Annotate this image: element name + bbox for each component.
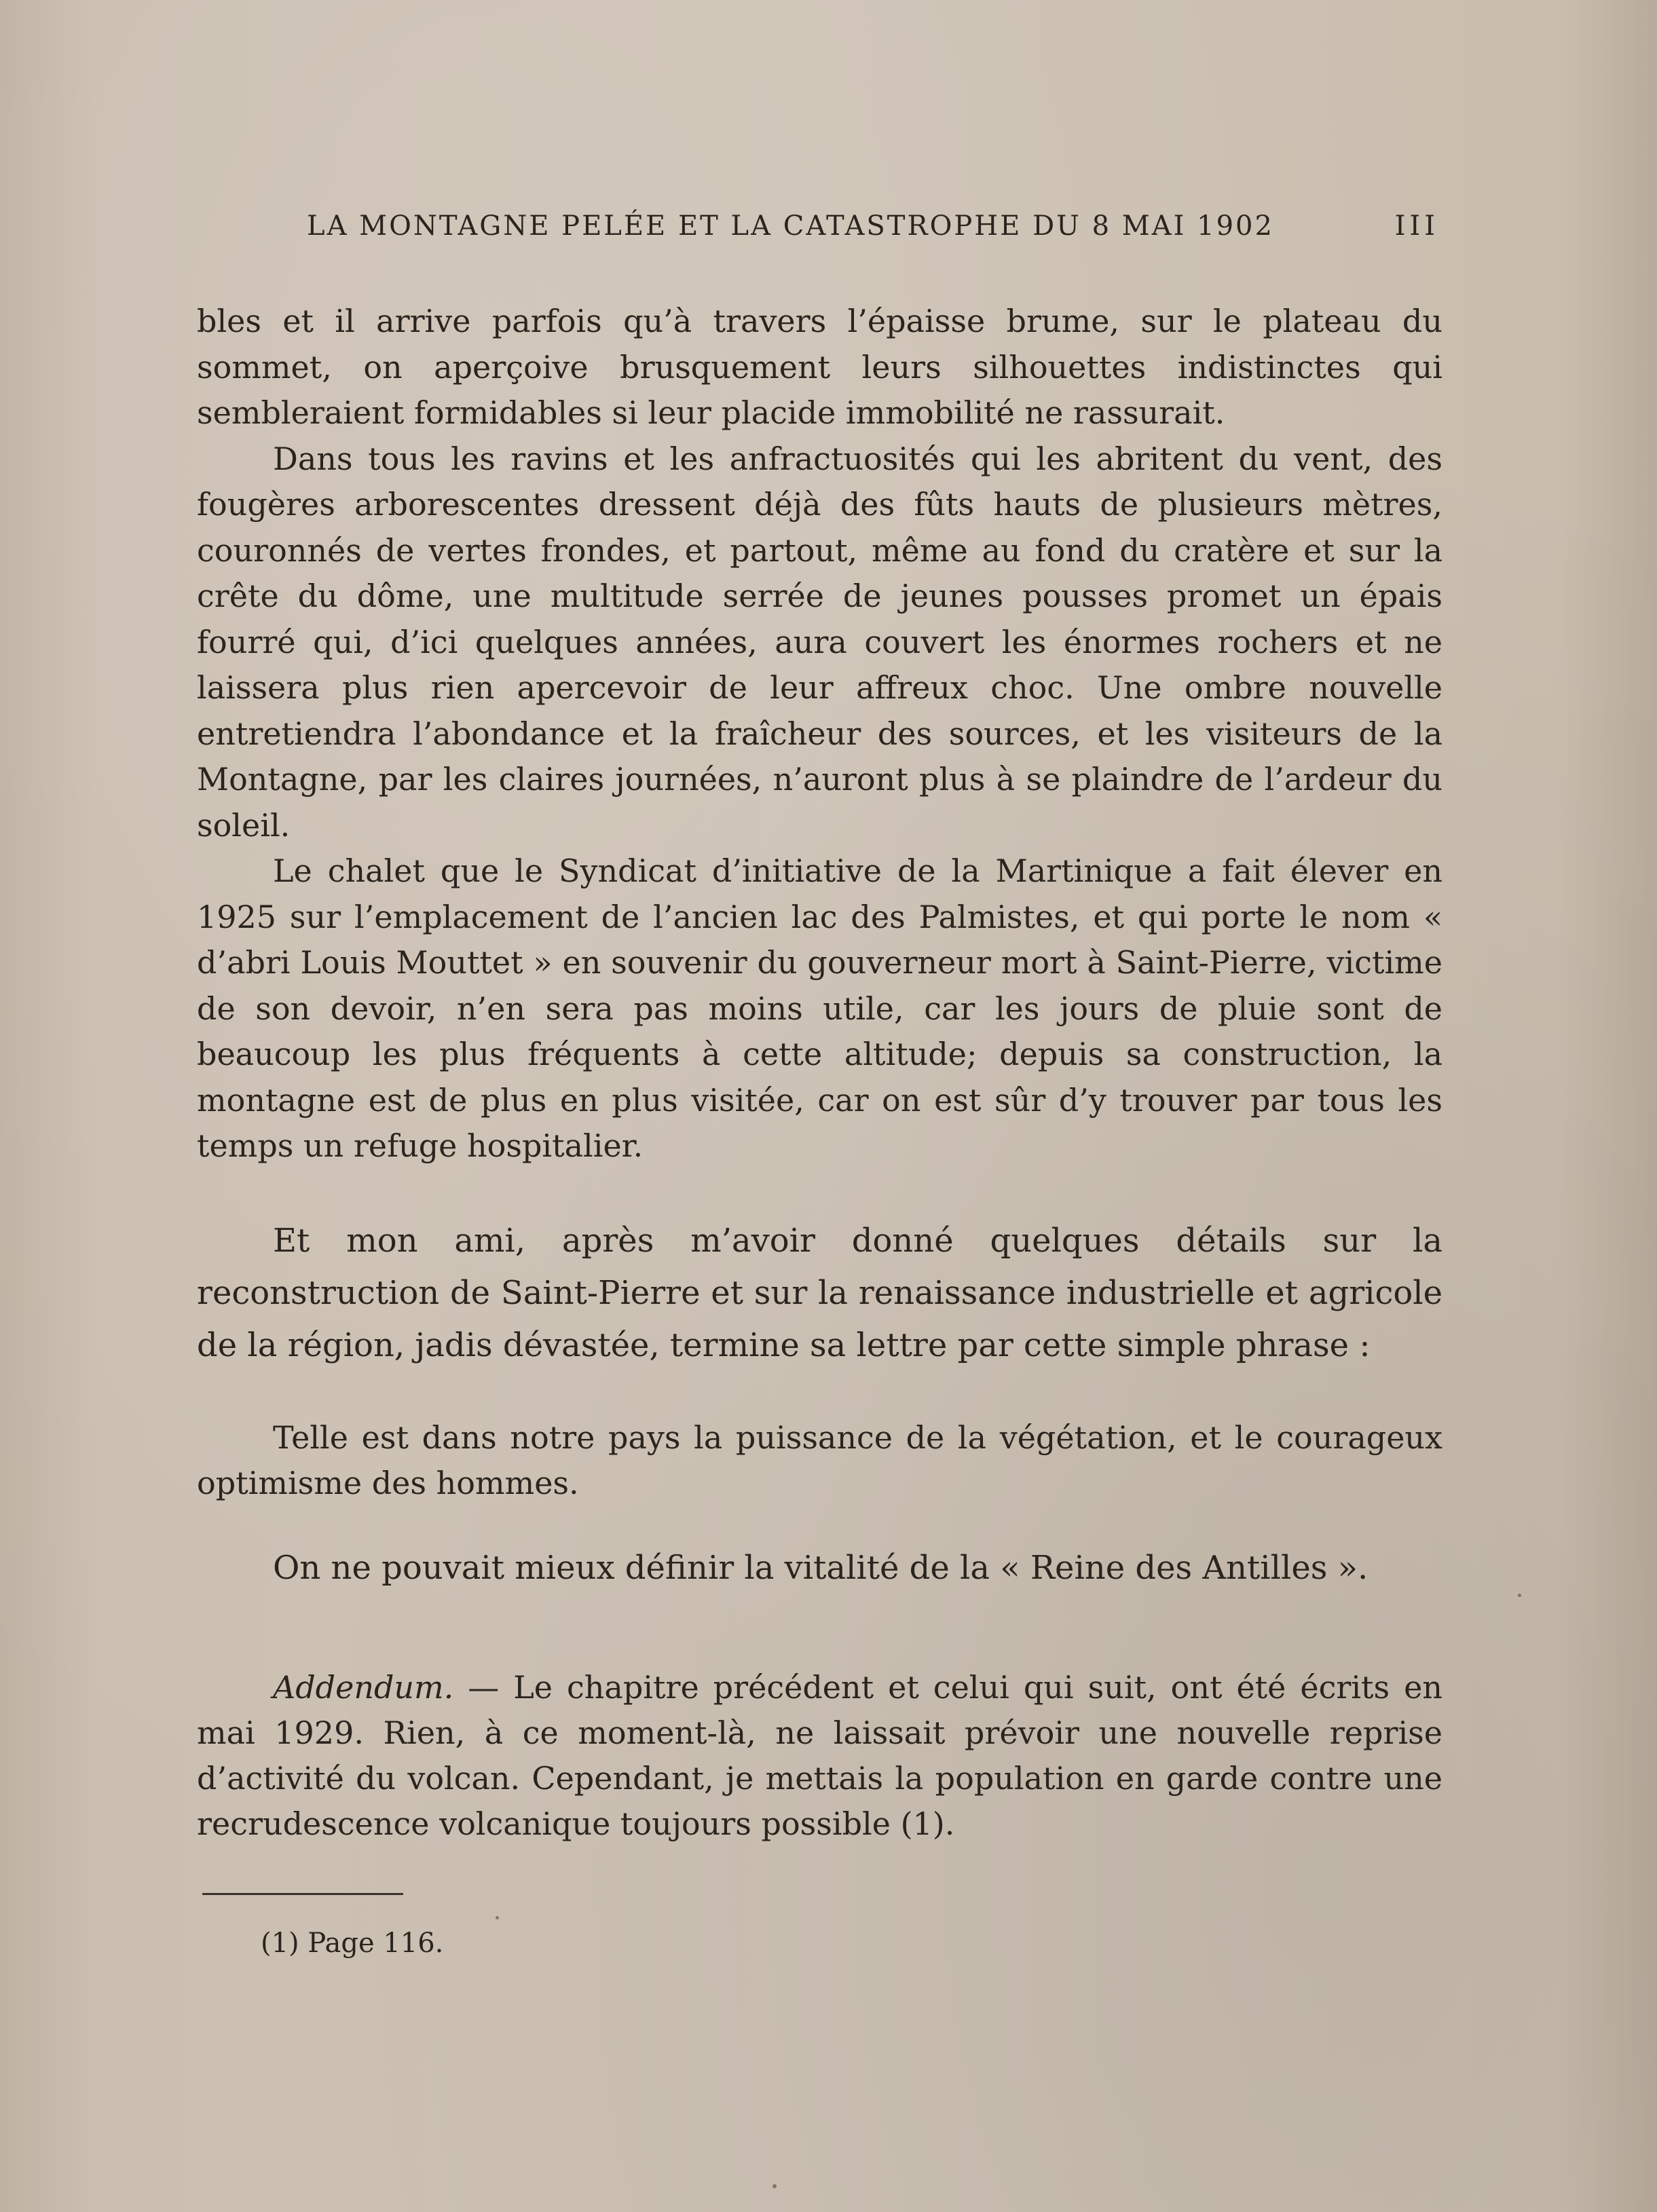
text-block-quote (197, 1415, 1442, 1506)
paragraph-quote: Telle est dans notre pays la puissance de la végétation, et le courageux optimisme des hommes. (197, 1419, 1442, 1501)
addendum-text: — Le chapitre précédent et celui qui suit, ont été écrits en mai 1929. Rien, à ce moment-là, ne laissait prévoir une nouvelle reprise d’activité du volcan. Cependant, je mettais la population en garde contre une recrudescence volcanique toujours possible (1). (197, 1669, 1442, 1842)
paper-speck (1518, 1594, 1521, 1597)
text-block-main (197, 299, 1442, 1169)
page-number: III (1394, 210, 1439, 242)
running-title: LA MONTAGNE PELÉE ET LA CATASTROPHE DU 8 MAI 1902 (307, 210, 1274, 242)
paragraph-ferns: Dans tous les ravins et les anfractuosités qui les abritent du vent, des fougères arborescentes dressent déjà des fûts hauts de plusieurs mètres, couronnés de vertes frondes, et partout, même au fond du cratère et sur la crête du dôme, une multitude serrée de jeunes pousses promet un épais fourré qui, d’ici quelques années, aura couvert les énormes rochers et ne laissera plus rien apercevoir de leur affreux choc. Une ombre nouvelle entretiendra l’abondance et la fraîcheur des sources, et les visiteurs de la Montagne, par les claires journées, n’auront plus à se plaindre de l’ardeur du soleil. (197, 440, 1442, 844)
paragraph-letter: Et mon ami, après m’avoir donné quelques détails sur la reconstruction de Saint-Pierre et sur la renaissance industrielle et agricole de la région, jadis dévastée, termine sa lettre par cette simple phrase : (197, 1222, 1442, 1364)
paragraph-chalet: Le chalet que le Syndicat d’initiative de la Martinique a fait élever en 1925 sur l’emplacement de l’ancien lac des Palmistes, et qui porte le nom « d’abri Louis Mouttet » en souvenir du gouverneur mort à Saint-Pierre, victime de son devoir, n’en sera pas moins utile, car les jours de pluie sont de beaucoup les plus fréquents à cette altitude; depuis sa construction, la montagne est de plus en plus visitée, car on est sûr d’y trouver par tous les temps un refuge hospitalier. (197, 852, 1442, 1164)
paragraph-conclusion: On ne pouvait mieux définir la vitalité de la « Reine des Antilles ». (273, 1549, 1369, 1587)
running-header (307, 210, 1439, 251)
footnote-rule (202, 1893, 403, 1895)
text-block-conclusion (197, 1544, 1442, 1592)
paragraph-addendum (197, 1665, 1442, 1847)
text-block-letter (197, 1215, 1442, 1372)
text-block-addendum (197, 1665, 1442, 1847)
paper-speck (496, 1916, 499, 1919)
addendum-label: Addendum. (273, 1669, 454, 1706)
paragraph-continuation: bles et il arrive parfois qu’à travers l’épaisse brume, sur le plateau du sommet, on aperçoive brusquement leurs silhouettes indistinctes qui sembleraient formidables si leur placide immobilité ne rassurait. (197, 303, 1442, 431)
footnote: (1) Page 116. (261, 1928, 444, 1959)
paper-speck (772, 2184, 777, 2188)
